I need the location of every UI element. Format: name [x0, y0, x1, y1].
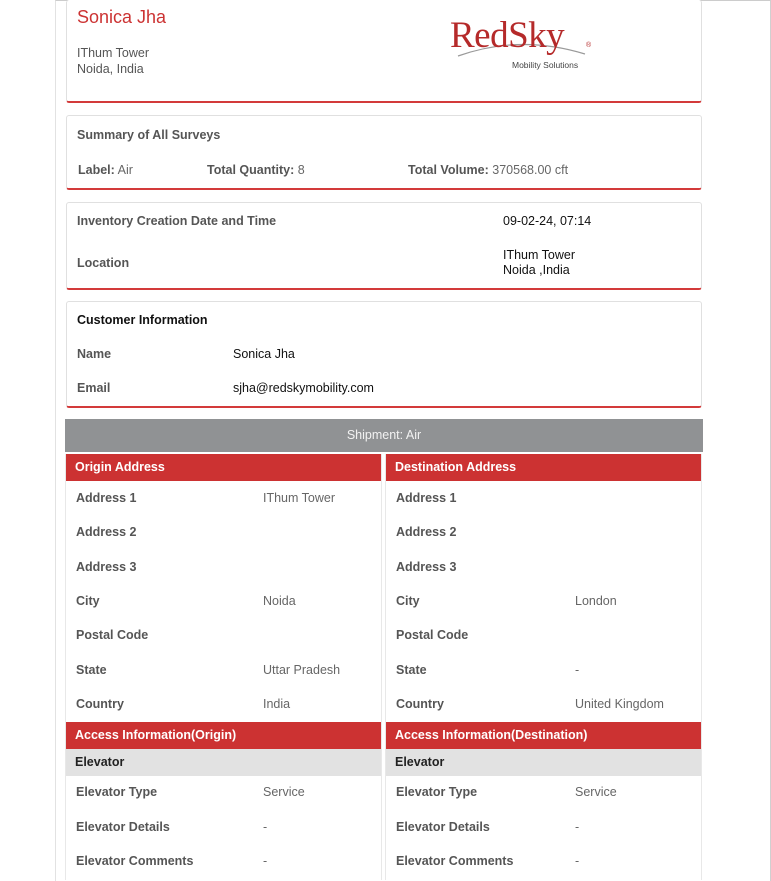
- table-row: Postal Code: [396, 628, 469, 642]
- destination-column: [385, 454, 702, 880]
- logo-word-red: Red: [450, 15, 509, 56]
- table-row: City London: [396, 594, 617, 608]
- destination-access-header: Access Information(Destination): [386, 722, 701, 749]
- customer-name-title: Sonica Jha: [77, 7, 167, 27]
- shipment-bar: Shipment: Air: [65, 419, 703, 452]
- table-row: Elevator Comments -: [76, 854, 268, 868]
- table-row: Country India: [76, 697, 291, 711]
- customer-email-value: sjha@redskymobility.com: [233, 381, 374, 395]
- header-address-line1: IThum Tower: [77, 46, 150, 60]
- table-row: Address 1: [396, 491, 457, 505]
- summary-volume: Total Volume: 370568.00 cft: [408, 163, 569, 177]
- table-row: State -: [396, 663, 580, 677]
- table-row: Elevator Type Service: [76, 785, 305, 799]
- table-row: Address 3: [76, 560, 137, 574]
- customer-info-title: Customer Information: [77, 313, 208, 327]
- logo-word-sky: Sky: [508, 15, 565, 56]
- table-row: Postal Code: [76, 628, 149, 642]
- customer-name-label: Name: [77, 347, 112, 361]
- origin-elevator-subheader: Elevator: [66, 749, 381, 776]
- inventory-location-line2: Noida ,India: [503, 263, 570, 277]
- redsky-logo: [450, 12, 590, 82]
- table-row: Address 3: [396, 560, 457, 574]
- table-row: Address 2: [76, 525, 137, 539]
- table-row: Elevator Type Service: [396, 785, 617, 799]
- table-row: Elevator Comments -: [396, 854, 580, 868]
- header-card: [66, 0, 702, 103]
- destination-elevator-subheader: Elevator: [386, 749, 701, 776]
- summary-label: Label: Air: [78, 163, 133, 177]
- header-address-line2: Noida, India: [77, 62, 144, 76]
- summary-card: [66, 115, 702, 190]
- table-row: Address 1 IThum Tower: [76, 491, 336, 505]
- logo-tagline: Mobility Solutions: [512, 60, 579, 70]
- logo-registered: ®: [586, 42, 592, 49]
- origin-column: [65, 454, 382, 880]
- inventory-date-label: Inventory Creation Date and Time: [77, 214, 277, 228]
- table-row: Country United Kingdom: [396, 697, 664, 711]
- inventory-location-line1: IThum Tower: [503, 248, 576, 262]
- table-row: Address 2: [396, 525, 457, 539]
- table-row: Elevator Details -: [76, 820, 268, 834]
- table-row: Elevator Details -: [396, 820, 580, 834]
- table-row: State Uttar Pradesh: [76, 663, 341, 677]
- origin-access-header: Access Information(Origin): [66, 722, 381, 749]
- summary-title: Summary of All Surveys: [77, 128, 221, 142]
- summary-quantity: Total Quantity: 8: [207, 163, 305, 177]
- customer-card: [66, 301, 702, 408]
- table-row: City Noida: [76, 594, 296, 608]
- customer-name-value: Sonica Jha: [233, 347, 295, 361]
- inventory-location-label: Location: [77, 256, 130, 270]
- origin-address-header: Origin Address: [66, 454, 381, 481]
- inventory-date-value: 09-02-24, 07:14: [503, 214, 592, 228]
- inventory-card: [66, 202, 702, 290]
- customer-email-label: Email: [77, 381, 111, 395]
- destination-address-header: Destination Address: [386, 454, 701, 481]
